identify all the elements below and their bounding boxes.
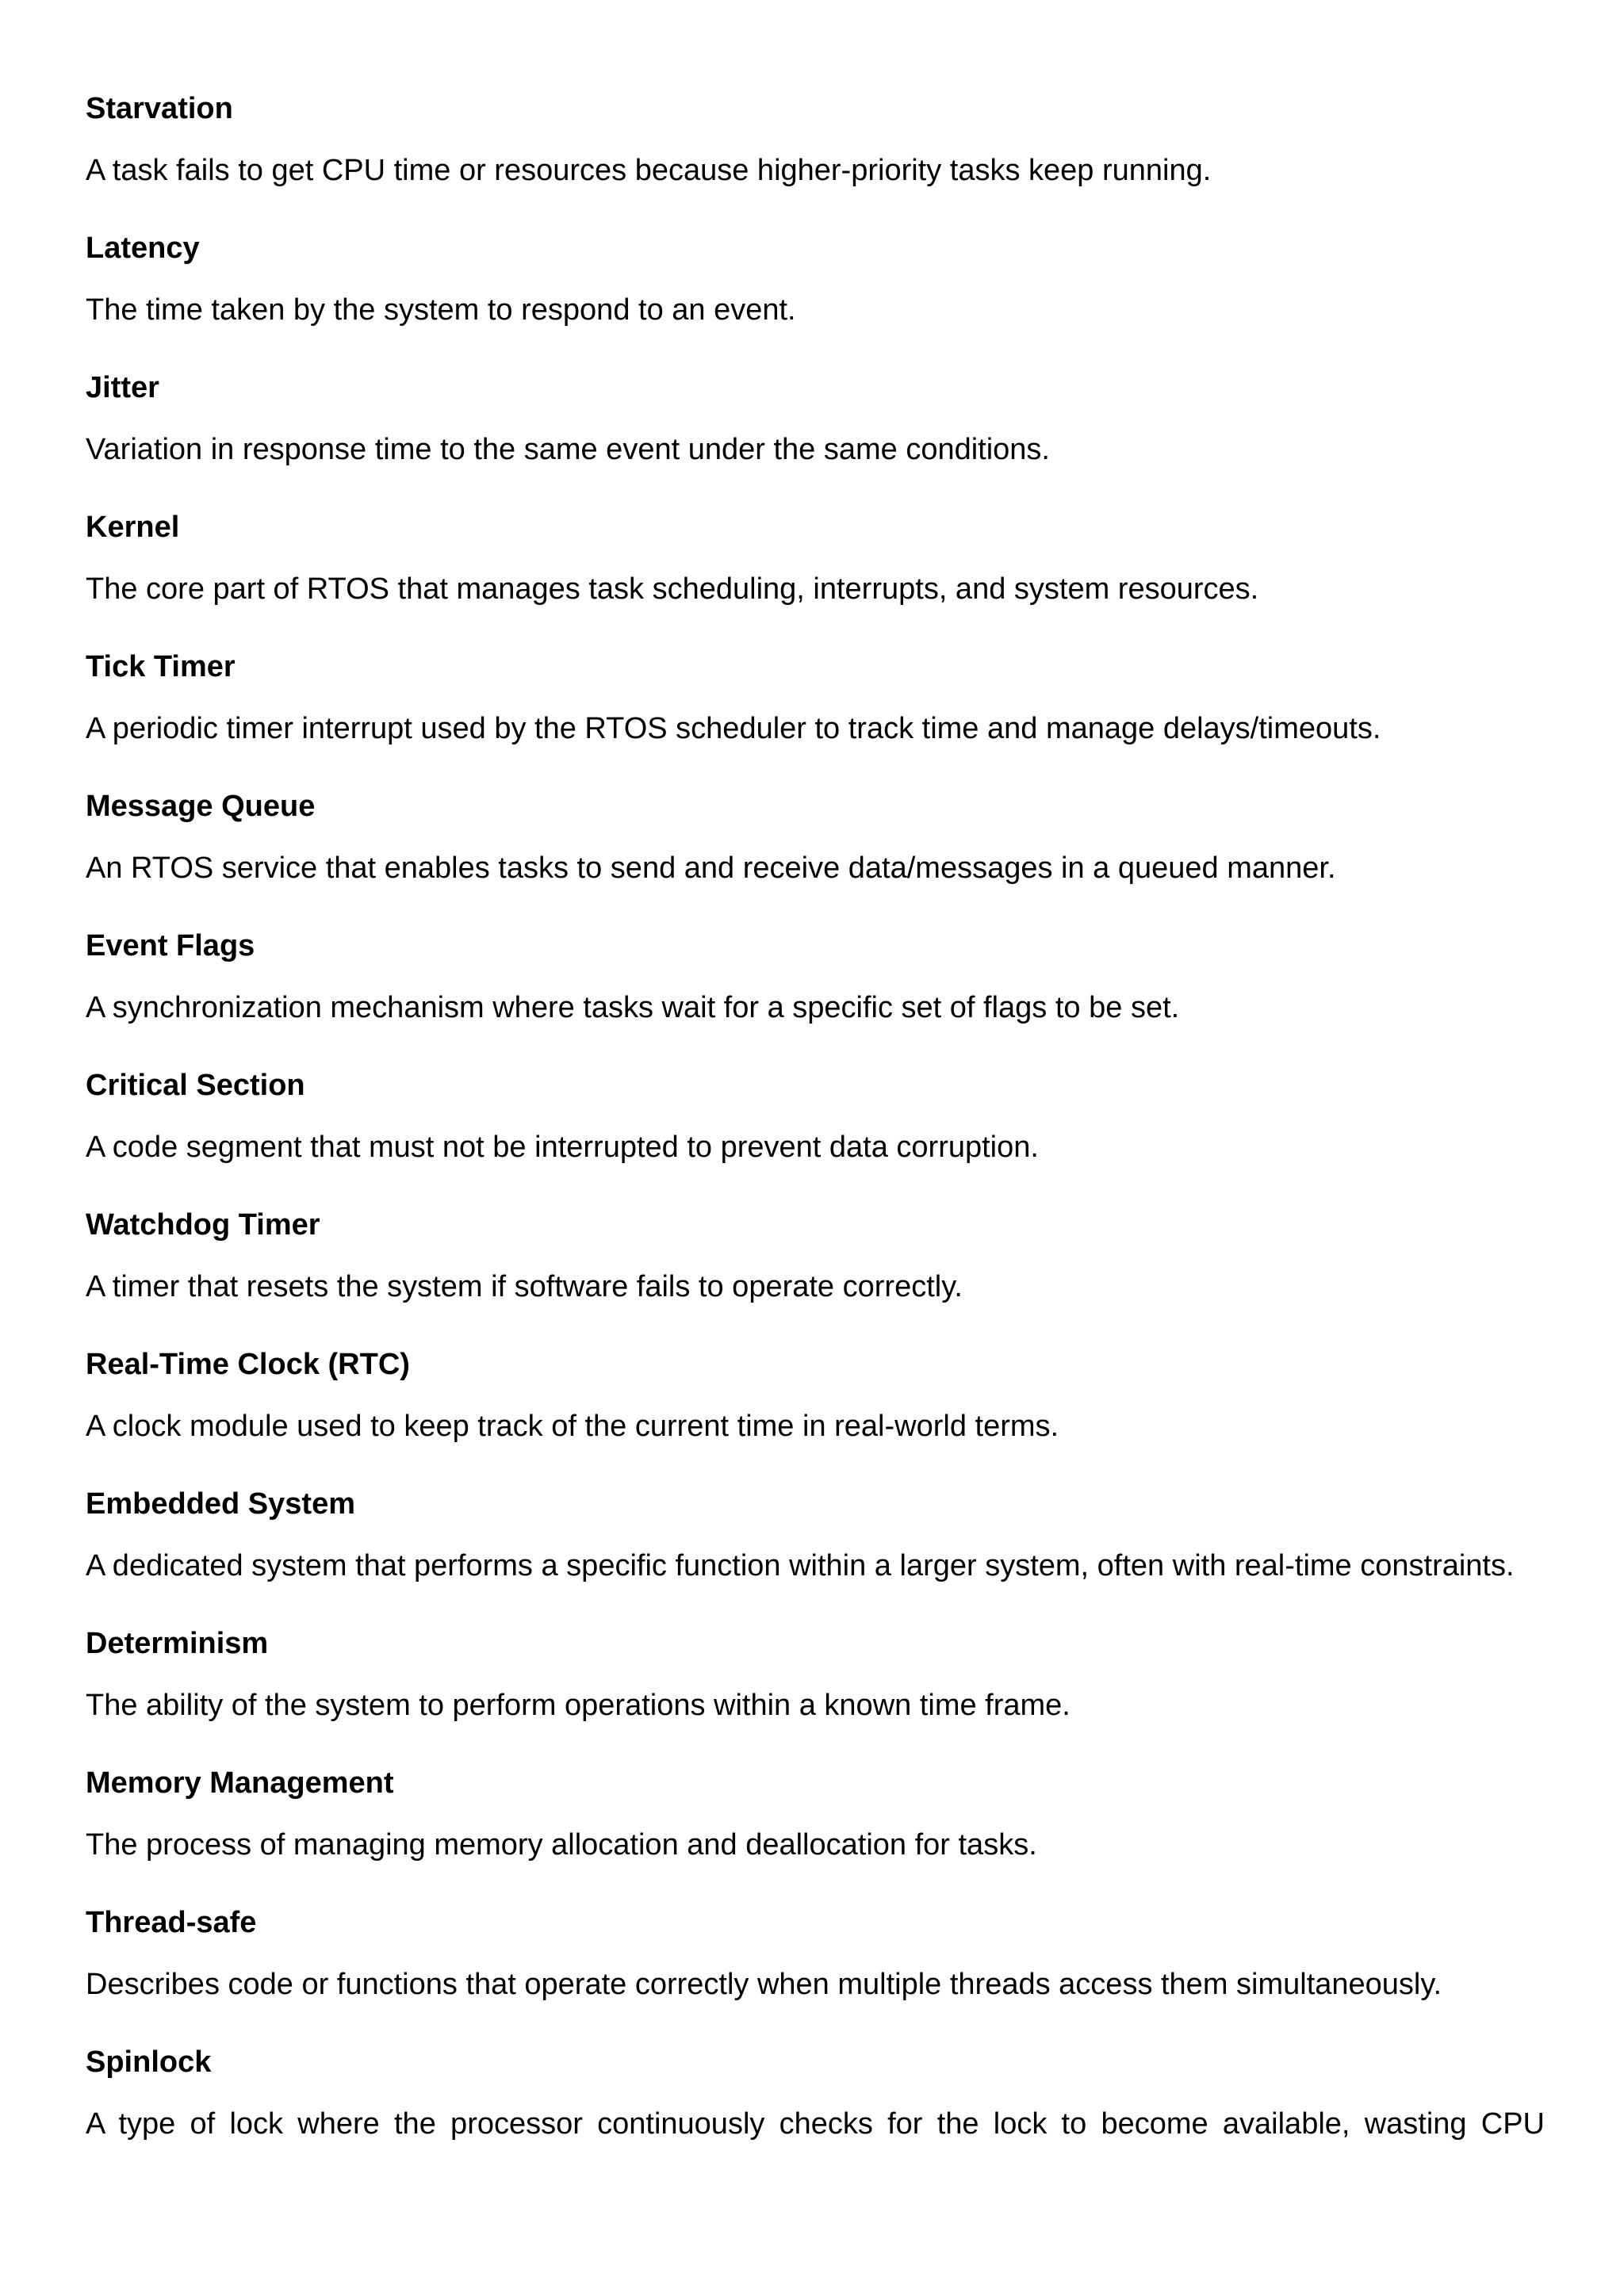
term-definition: Variation in response time to the same event under the same conditions.: [86, 433, 1050, 466]
term-heading: Event Flags: [86, 929, 255, 962]
term-heading: Determinism: [86, 1627, 269, 1660]
term-heading: Kernel: [86, 511, 180, 544]
term-definition: The ability of the system to perform operations within a known time frame.: [86, 1689, 1071, 1722]
term-heading: Jitter: [86, 371, 159, 404]
term-definition: A dedicated system that performs a specific function within a larger system, often with real-time constraints.: [86, 1549, 1515, 1582]
term-definition: The time taken by the system to respond to an event.: [86, 293, 796, 327]
term-heading: Thread-safe: [86, 1906, 257, 1939]
term-heading: Spinlock: [86, 2045, 212, 2079]
term-heading: Real-Time Clock (RTC): [86, 1348, 410, 1381]
term-definition: A periodic timer interrupt used by the RTOS scheduler to track time and manage delays/timeouts.: [86, 712, 1381, 745]
term-definition: The process of managing memory allocation and deallocation for tasks.: [86, 1828, 1037, 1862]
term-heading: Watchdog Timer: [86, 1208, 320, 1242]
term-definition: A code segment that must not be interrupted to prevent data corruption.: [86, 1131, 1039, 1164]
term-heading: Latency: [86, 232, 200, 265]
term-heading: Critical Section: [86, 1069, 305, 1102]
term-heading: Embedded System: [86, 1487, 355, 1521]
term-heading: Starvation: [86, 92, 233, 125]
term-definition: Describes code or functions that operate correctly when multiple threads access them simultaneously.: [86, 1968, 1442, 2001]
term-definition: A type of lock where the processor continuously checks for the lock to become available, wasting CPU: [86, 2107, 1545, 2141]
term-definition: A clock module used to keep track of the current time in real-world terms.: [86, 1410, 1059, 1443]
term-heading: Tick Timer: [86, 650, 236, 683]
term-heading: Memory Management: [86, 1766, 394, 1800]
term-definition: A timer that resets the system if software fails to operate correctly.: [86, 1270, 963, 1303]
term-definition: An RTOS service that enables tasks to send and receive data/messages in a queued manner.: [86, 851, 1336, 885]
term-definition: A synchronization mechanism where tasks wait for a specific set of flags to be set.: [86, 991, 1180, 1024]
term-definition: A task fails to get CPU time or resources because higher-priority tasks keep running.: [86, 154, 1212, 187]
term-definition: The core part of RTOS that manages task scheduling, interrupts, and system resources.: [86, 572, 1259, 606]
term-heading: Message Queue: [86, 790, 316, 823]
